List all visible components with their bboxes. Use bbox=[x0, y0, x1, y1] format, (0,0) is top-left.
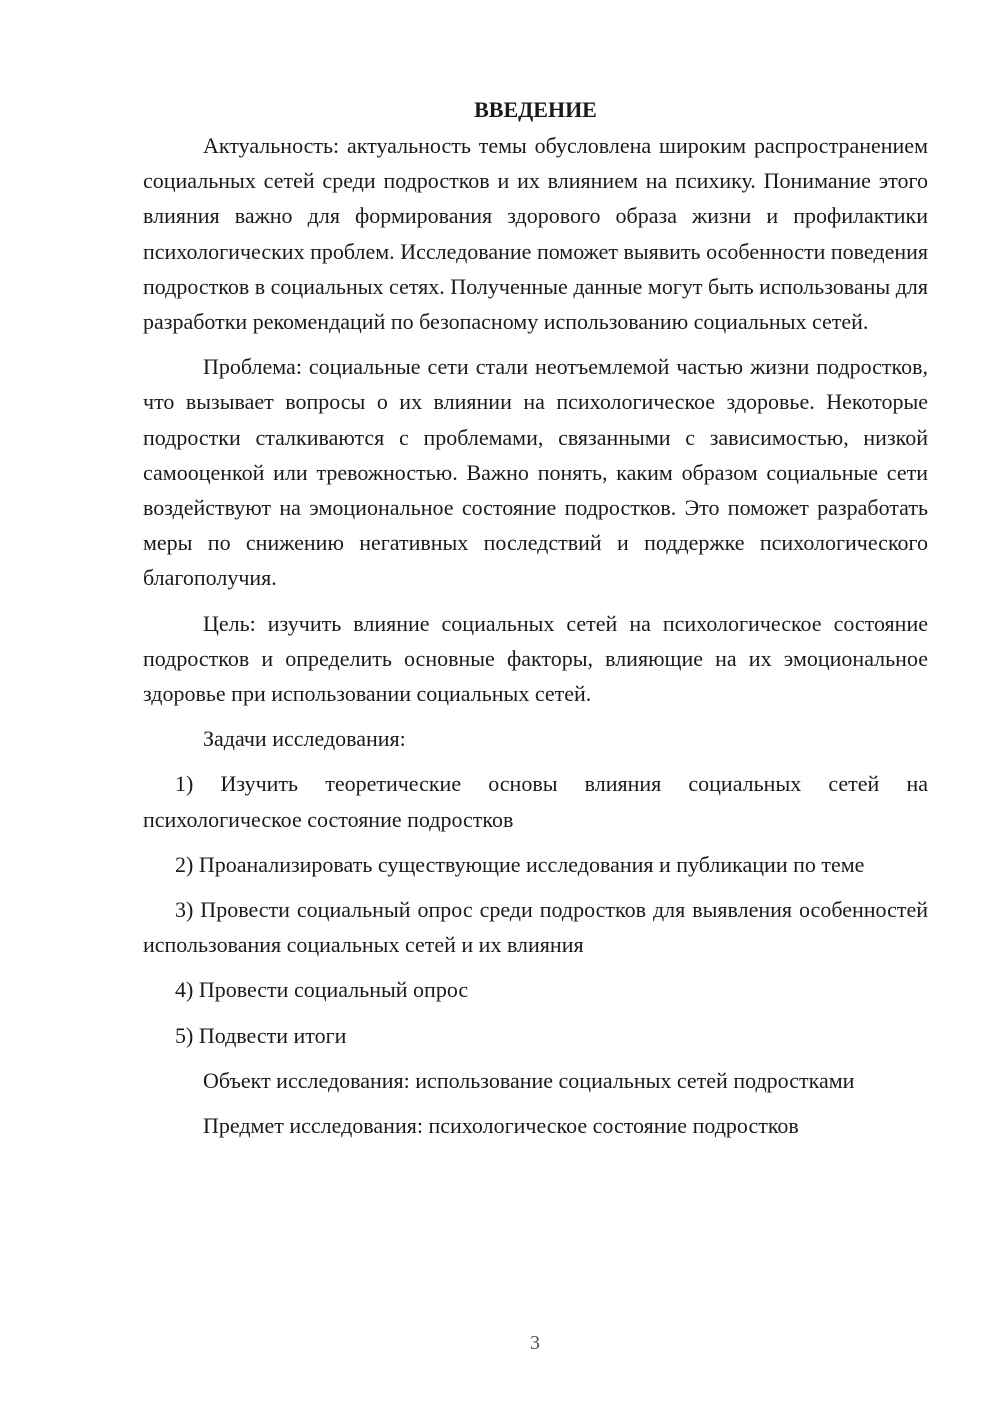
relevance-paragraph: Актуальность: актуальность темы обусловлена широким распространением социальных сетей среди подростков и их влиянием на психику. Понимание этого влияния важно для формирования здорового образа жизни и профилактики психологических проблем. Исследование поможет выявить особенности поведения подростков в социальных сетях. Полученные данные могут быть использованы для разработки рекомендаций по безопасному использованию социальных сетей. bbox=[143, 133, 928, 335]
document-page bbox=[143, 92, 928, 1153]
section-title: ВВЕДЕНИЕ bbox=[474, 97, 597, 122]
object-paragraph: Объект исследования: использование социальных сетей подростками bbox=[203, 1067, 855, 1093]
problem-paragraph: Проблема: социальные сети стали неотъемлемой частью жизни подростков, что вызывает вопросы о их влиянии на психологическое здоровье. Некоторые подростки сталкиваются с проблемами, связанными с зависимостью, низкой самооценкой или тревожностью. Важно понять, каким образом социальные сети воздействуют на эмоциональное состояние подростков. Это поможет разработать меры по снижению негативных последствий и поддержке психологического благополучия. bbox=[143, 354, 928, 591]
task-item: 3) Провести социальный опрос среди подростков для выявления особенностей использования социальных сетей и их влияния bbox=[143, 897, 928, 958]
task-item: 1) Изучить теоретические основы влияния социальных сетей на психологическое состояние подростков bbox=[143, 771, 928, 832]
task-item: 2) Проанализировать существующие исследования и публикации по теме bbox=[175, 851, 865, 877]
task-item: 4) Провести социальный опрос bbox=[175, 977, 469, 1003]
tasks-heading: Задачи исследования: bbox=[203, 726, 406, 752]
page-number: 3 bbox=[530, 1332, 540, 1354]
subject-paragraph: Предмет исследования: психологическое состояние подростков bbox=[203, 1113, 799, 1139]
goal-paragraph: Цель: изучить влияние социальных сетей на психологическое состояние подростков и определить основные факторы, влияющие на их эмоциональное здоровье при использовании социальных сетей. bbox=[143, 610, 928, 707]
task-item: 5) Подвести итоги bbox=[175, 1022, 347, 1048]
